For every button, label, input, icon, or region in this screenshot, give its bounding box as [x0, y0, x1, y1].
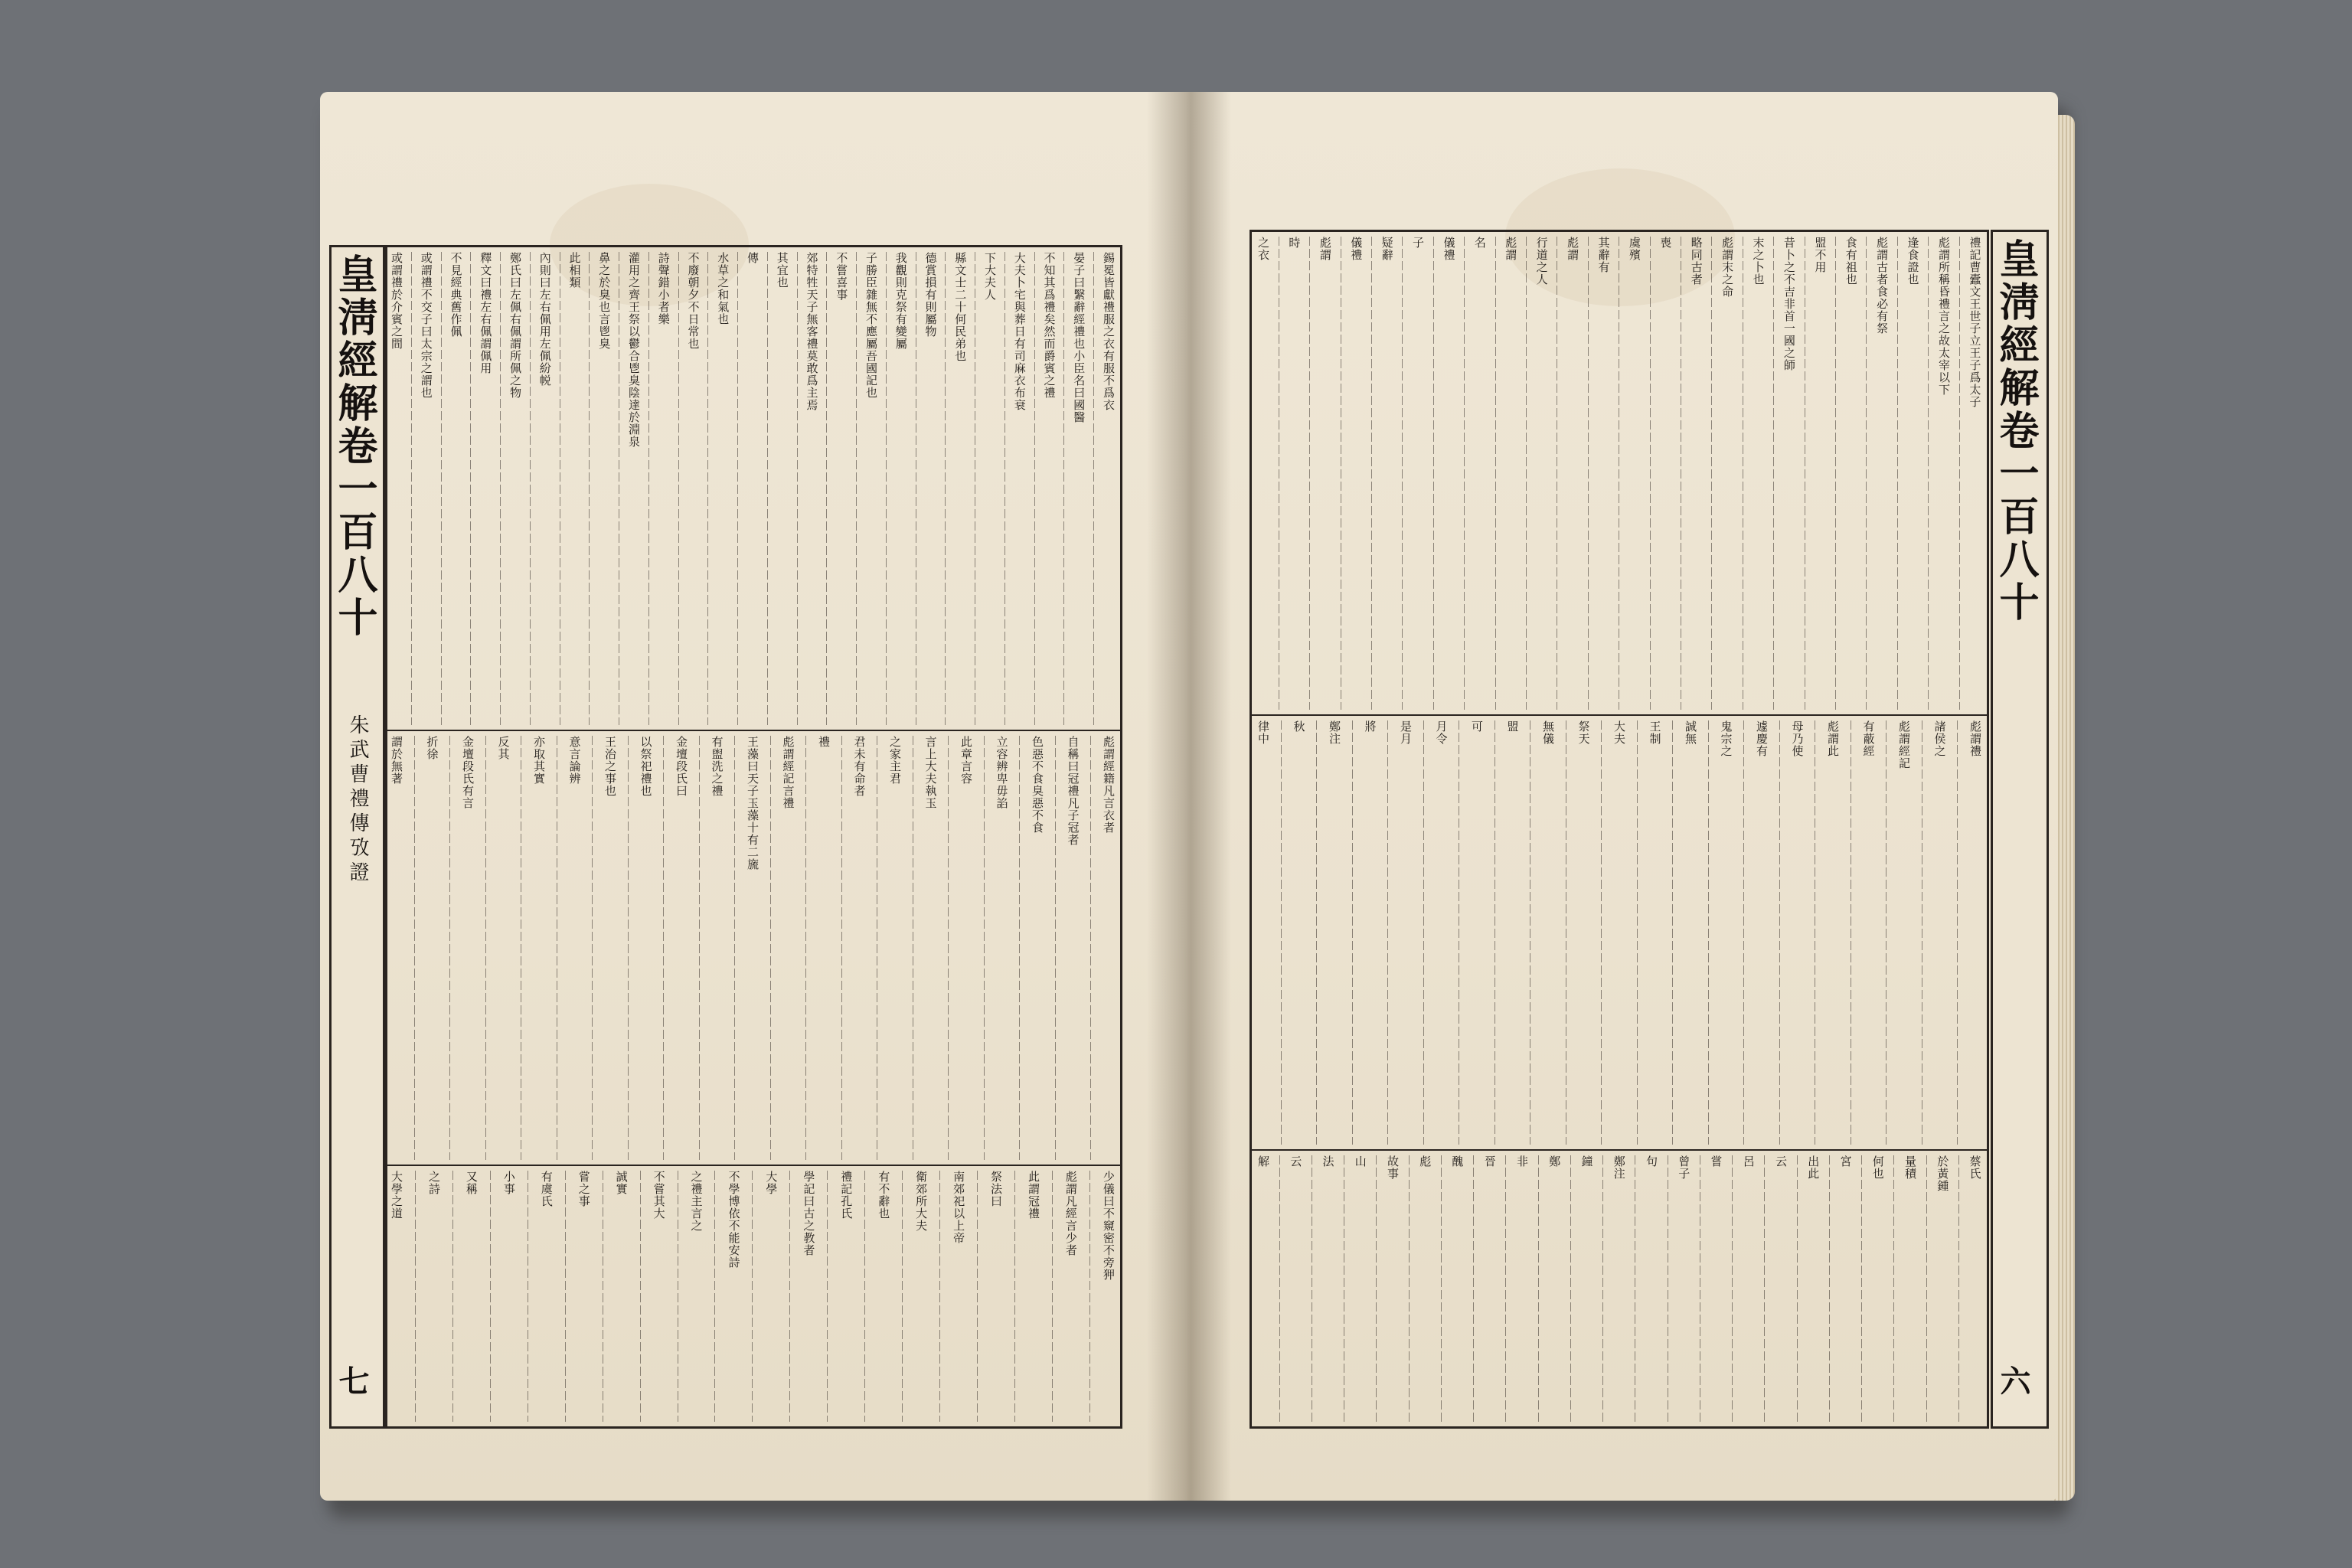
left-band-middle — [385, 731, 1120, 1165]
text-column: 鐘 — [1579, 1155, 1594, 1168]
column-rule — [1441, 1155, 1442, 1422]
column-rule — [1352, 720, 1353, 1145]
text-column: 於黃鍾 — [1936, 1155, 1950, 1192]
text-column: 此章言容 — [959, 736, 973, 785]
text-column: 王藻曰天子玉藻十有二旒 — [746, 736, 760, 871]
text-column: 彪謂禮 — [1968, 720, 1982, 757]
column-rule — [1376, 1155, 1377, 1422]
column-rule — [414, 736, 415, 1160]
column-rule — [714, 1171, 715, 1422]
text-column: 何也 — [1870, 1155, 1885, 1180]
text-column: 彪謂末之命 — [1720, 237, 1735, 298]
text-column: 小事 — [501, 1171, 516, 1195]
text-column: 時 — [1287, 237, 1302, 249]
column-rule — [1829, 1155, 1830, 1422]
column-rule — [939, 1171, 940, 1422]
column-rule — [945, 252, 946, 725]
text-column: 鄭注 — [1612, 1155, 1626, 1180]
text-column: 自稱曰冠禮凡子冠者 — [1066, 736, 1080, 846]
text-column: 非 — [1515, 1155, 1529, 1168]
text-column: 出此 — [1806, 1155, 1821, 1180]
column-rule — [1672, 720, 1673, 1145]
right-band-middle — [1252, 716, 1987, 1149]
right-page — [1184, 92, 2058, 1501]
text-column: 彪謂此 — [1826, 720, 1840, 757]
column-rule — [886, 252, 887, 725]
text-column: 大夫卜宅與葬日有司麻衣布衰 — [1012, 252, 1027, 411]
text-column: 德賞損有則屬物 — [923, 252, 938, 338]
column-rule — [1371, 237, 1372, 710]
text-column: 不知其爲禮矣然而爵賓之禮 — [1042, 252, 1057, 399]
column-rule — [1764, 1155, 1765, 1422]
column-rule — [1464, 237, 1465, 710]
text-column: 將 — [1363, 720, 1377, 733]
right-title-strip — [1991, 230, 2049, 1429]
text-column: 彪謂經籍凡言衣者 — [1102, 736, 1116, 834]
column-rule — [827, 1171, 828, 1422]
text-column: 下大夫人 — [983, 252, 997, 301]
left-author: 朱武曹禮傳攷證 — [346, 714, 369, 886]
text-column: 虞殯 — [1627, 237, 1642, 261]
text-column: 名 — [1472, 237, 1487, 249]
text-column: 禮 — [817, 736, 831, 748]
column-rule — [737, 252, 738, 725]
column-rule — [1034, 252, 1035, 725]
column-rule — [1732, 1155, 1733, 1422]
column-rule — [592, 736, 593, 1160]
text-column: 傳 — [746, 252, 760, 264]
text-column: 誠無 — [1684, 720, 1697, 745]
text-column: 禮記曹蠹文王世子立王子爲太子 — [1968, 237, 1982, 408]
text-column: 不廢朝夕不日常也 — [686, 252, 701, 350]
text-column: 郊特牲天子無客禮莫敢爲主焉 — [805, 252, 819, 411]
column-rule — [1602, 1155, 1603, 1422]
column-rule — [1090, 736, 1091, 1160]
text-column: 禮記孔氏 — [839, 1171, 854, 1220]
column-rule — [1433, 237, 1434, 710]
text-column: 水草之和氣也 — [716, 252, 730, 325]
text-column: 立容辨卑毋諂 — [995, 736, 1009, 809]
text-column: 鬼宗之 — [1719, 720, 1733, 757]
column-rule — [902, 1171, 903, 1422]
column-rule — [640, 1171, 641, 1422]
column-rule — [856, 252, 857, 725]
text-column: 王制 — [1648, 720, 1662, 745]
text-column: 無儀 — [1541, 720, 1555, 745]
text-column: 律中 — [1256, 720, 1270, 745]
column-rule — [1861, 1155, 1862, 1422]
column-rule — [1526, 237, 1527, 710]
column-rule — [1650, 237, 1651, 710]
column-rule — [1743, 720, 1744, 1145]
text-column: 大學 — [764, 1171, 779, 1195]
text-column: 母乃使 — [1790, 720, 1805, 757]
text-column: 彪 — [1418, 1155, 1432, 1168]
text-column: 金壇段氏有言 — [461, 736, 475, 809]
text-column: 王治之事也 — [603, 736, 617, 797]
column-rule — [1423, 720, 1424, 1145]
text-column: 有盥洗之禮 — [710, 736, 724, 797]
text-column: 鄭 — [1547, 1155, 1562, 1168]
column-rule — [767, 252, 768, 725]
column-rule — [628, 736, 629, 1160]
text-column: 釋文曰禮左右佩謂佩用 — [479, 252, 493, 374]
text-column: 是月 — [1399, 720, 1413, 745]
column-rule — [663, 736, 664, 1160]
text-column: 此謂冠禮 — [1026, 1171, 1040, 1220]
text-column: 鼻之於臭也言鬯臭 — [597, 252, 612, 350]
column-rule — [1835, 237, 1836, 710]
text-column: 南郊祀以上帝 — [952, 1171, 966, 1244]
text-column: 言上大夫執玉 — [923, 736, 938, 809]
column-rule — [1926, 1155, 1927, 1422]
column-rule — [530, 252, 531, 725]
left-band-top — [385, 247, 1120, 730]
text-column: 嘗之事 — [577, 1171, 591, 1207]
column-rule — [1928, 237, 1929, 710]
column-rule — [699, 736, 700, 1160]
left-page — [320, 92, 1184, 1501]
text-column: 遽慶有 — [1755, 720, 1769, 757]
text-column: 此相類 — [567, 252, 582, 289]
column-rule — [1495, 237, 1496, 710]
column-rule — [1279, 1155, 1280, 1422]
text-column: 詩聲錯小者樂 — [656, 252, 671, 325]
column-rule — [452, 1171, 453, 1422]
text-column: 縣文士二十何民弟也 — [953, 252, 968, 362]
column-rule — [441, 252, 442, 725]
column-rule — [415, 1171, 416, 1422]
column-rule — [1711, 237, 1712, 710]
text-column: 秋 — [1292, 720, 1306, 733]
column-rule — [589, 252, 590, 725]
text-column: 諸侯之 — [1932, 720, 1947, 757]
column-rule — [1897, 237, 1898, 710]
column-rule — [1387, 720, 1388, 1145]
left-title-strip — [329, 245, 387, 1429]
column-rule — [449, 736, 450, 1160]
text-column: 色惡不食臭惡不食 — [1031, 736, 1044, 834]
text-column: 彪謂所稱昏禮言之故太宰以下 — [1936, 237, 1951, 396]
text-column: 有不辭也 — [877, 1171, 891, 1220]
column-rule — [1316, 720, 1317, 1145]
text-column: 之禮主言之 — [689, 1171, 704, 1232]
column-rule — [1402, 237, 1403, 710]
text-column: 彪謂 — [1504, 237, 1518, 261]
text-column: 疑辭 — [1380, 237, 1394, 261]
text-column: 或謂禮不交子曰太宗之謂也 — [419, 252, 433, 399]
text-column: 行道之人 — [1534, 237, 1549, 286]
right-text-frame — [1250, 230, 1989, 1429]
text-column: 君未有命者 — [852, 736, 867, 797]
column-rule — [1063, 252, 1064, 725]
text-column: 灌用之齊王祭以鬱合鬯臭陰達於淵泉 — [627, 252, 641, 448]
column-rule — [734, 736, 735, 1160]
column-rule — [1055, 736, 1056, 1160]
text-column: 意言論辨 — [567, 736, 582, 785]
text-column: 之衣 — [1256, 237, 1270, 261]
text-column: 法 — [1321, 1155, 1335, 1168]
text-column: 大學之道 — [390, 1171, 403, 1220]
text-column: 折徐 — [425, 736, 439, 760]
column-rule — [500, 252, 501, 725]
column-rule — [1957, 720, 1958, 1145]
text-column: 末之卜也 — [1751, 237, 1766, 286]
open-book — [320, 92, 2058, 1501]
text-column: 解 — [1256, 1155, 1270, 1168]
text-column: 逢食證也 — [1906, 237, 1920, 286]
text-column: 彪謂經記 — [1897, 720, 1911, 769]
left-text-frame — [383, 245, 1122, 1429]
column-rule — [1004, 252, 1005, 725]
column-rule — [1601, 720, 1602, 1145]
text-column: 之詩 — [426, 1171, 441, 1195]
text-column: 盟不用 — [1813, 237, 1828, 273]
column-rule — [948, 736, 949, 1160]
left-band-bottom — [385, 1166, 1120, 1426]
left-book-title: 皇淸經解卷一百八十 — [331, 253, 377, 639]
text-column: 祭法曰 — [989, 1171, 1003, 1207]
right-book-title: 皇淸經解卷一百八十 — [1992, 238, 2039, 624]
column-rule — [1281, 720, 1282, 1145]
text-column: 以祭祀禮也 — [639, 736, 653, 797]
text-column: 謂於無著 — [390, 736, 403, 785]
column-rule — [1570, 1155, 1571, 1422]
text-column: 晏子曰繄辭經禮也小臣名曰國醫 — [1072, 252, 1086, 423]
text-column: 蔡氏 — [1968, 1155, 1982, 1180]
column-rule — [485, 736, 486, 1160]
text-column: 不嘗其大 — [652, 1171, 666, 1220]
text-column: 喪 — [1658, 237, 1673, 249]
text-column: 盟 — [1505, 720, 1520, 733]
text-column: 不嘗喜事 — [835, 252, 849, 301]
column-rule — [648, 252, 649, 725]
column-rule — [1779, 720, 1780, 1145]
column-rule — [1052, 1171, 1053, 1422]
column-rule — [1708, 720, 1709, 1145]
column-rule — [1959, 237, 1960, 710]
text-column: 略同古者 — [1689, 237, 1704, 286]
text-column: 故事 — [1386, 1155, 1400, 1180]
text-column: 彪謂經記言禮 — [781, 736, 795, 809]
column-rule — [789, 1171, 790, 1422]
text-column: 錫冕皆獻禮服之衣有服不爲衣 — [1102, 252, 1116, 411]
column-rule — [826, 252, 827, 725]
left-folio: 七 — [334, 1365, 370, 1396]
text-column: 有蔽經 — [1861, 720, 1876, 757]
text-column: 之家主君 — [888, 736, 902, 785]
column-rule — [1409, 1155, 1410, 1422]
text-column: 儀禮 — [1442, 237, 1456, 261]
text-column: 昔卜之不吉非首一國之師 — [1782, 237, 1796, 371]
text-column: 云 — [1289, 1155, 1303, 1168]
text-column: 彪謂凡經言少者 — [1063, 1171, 1078, 1256]
text-column: 彪謂 — [1566, 237, 1580, 261]
text-column: 亦取其實 — [532, 736, 546, 785]
text-column: 學記曰古之教者 — [802, 1171, 816, 1256]
column-rule — [1473, 1155, 1474, 1422]
column-rule — [1014, 1171, 1015, 1422]
text-column: 子 — [1411, 237, 1426, 249]
column-rule — [1637, 720, 1638, 1145]
text-column: 少儀曰不窺密不旁狎 — [1101, 1171, 1116, 1281]
column-rule — [470, 252, 471, 725]
text-column: 句 — [1645, 1155, 1658, 1168]
column-rule — [1797, 1155, 1798, 1422]
text-column: 儀禮 — [1349, 237, 1364, 261]
text-column: 有虞氏 — [539, 1171, 554, 1207]
text-column: 醜 — [1450, 1155, 1465, 1168]
column-rule — [984, 736, 985, 1160]
text-column: 反其 — [496, 736, 511, 760]
column-rule — [1538, 1155, 1539, 1422]
column-rule — [1893, 1155, 1894, 1422]
text-column: 山 — [1353, 1155, 1367, 1168]
column-rule — [1089, 1171, 1090, 1422]
text-column: 晉 — [1482, 1155, 1497, 1168]
column-rule — [1588, 237, 1589, 710]
text-column: 呂 — [1741, 1155, 1756, 1168]
text-column: 其辭有 — [1596, 237, 1611, 273]
column-rule — [707, 252, 708, 725]
column-rule — [490, 1171, 491, 1422]
text-column: 曾子 — [1677, 1155, 1691, 1180]
text-column: 內則曰左右佩用左佩紛帨 — [537, 252, 552, 387]
column-rule — [752, 1171, 753, 1422]
column-rule — [1958, 1155, 1959, 1422]
text-column: 月令 — [1434, 720, 1449, 745]
text-column: 或謂禮於介賓之間 — [390, 252, 403, 350]
text-column: 量積 — [1903, 1155, 1917, 1180]
text-column: 彪謂古者食必有祭 — [1875, 237, 1890, 335]
text-column: 又稱 — [464, 1171, 479, 1195]
column-rule — [1309, 237, 1310, 710]
text-column: 誠實 — [614, 1171, 629, 1195]
text-column: 我觀則克祭有變屬 — [893, 252, 908, 350]
text-column: 金壇段氏曰 — [675, 736, 688, 797]
book-gutter — [1147, 92, 1231, 1501]
text-column: 祭天 — [1576, 720, 1591, 745]
text-column: 衛郊所大夫 — [914, 1171, 929, 1232]
column-rule — [841, 736, 842, 1160]
column-rule — [1093, 252, 1094, 725]
text-column: 鄭氏曰左佩右佩謂所佩之物 — [508, 252, 522, 399]
text-column: 食有祖也 — [1844, 237, 1858, 286]
text-column: 鄭注 — [1328, 720, 1341, 745]
column-rule — [1866, 237, 1867, 710]
right-band-top — [1252, 232, 1987, 714]
column-rule — [565, 1171, 566, 1422]
column-rule — [797, 252, 798, 725]
column-rule — [1494, 720, 1495, 1145]
text-column: 云 — [1774, 1155, 1788, 1168]
right-folio: 六 — [1995, 1365, 2031, 1396]
text-column: 不見經典舊作佩 — [449, 252, 463, 338]
column-rule — [770, 736, 771, 1160]
column-rule — [411, 252, 412, 725]
column-rule — [977, 1171, 978, 1422]
column-rule — [1019, 736, 1020, 1160]
column-rule — [1505, 1155, 1506, 1422]
column-rule — [1773, 237, 1774, 710]
text-column: 其宜也 — [775, 252, 789, 289]
text-column: 子勝臣雜無不應屬吾國記也 — [864, 252, 878, 399]
text-column: 嘗 — [1709, 1155, 1723, 1168]
column-rule — [678, 252, 679, 725]
column-rule — [864, 1171, 865, 1422]
column-rule — [805, 736, 806, 1160]
right-band-bottom — [1252, 1151, 1987, 1426]
text-column: 彪謂 — [1318, 237, 1332, 261]
text-column: 大夫 — [1612, 720, 1626, 745]
text-column: 宮 — [1838, 1155, 1853, 1168]
text-column: 不學博依不能安詩 — [727, 1171, 741, 1269]
text-column: 可 — [1470, 720, 1484, 733]
